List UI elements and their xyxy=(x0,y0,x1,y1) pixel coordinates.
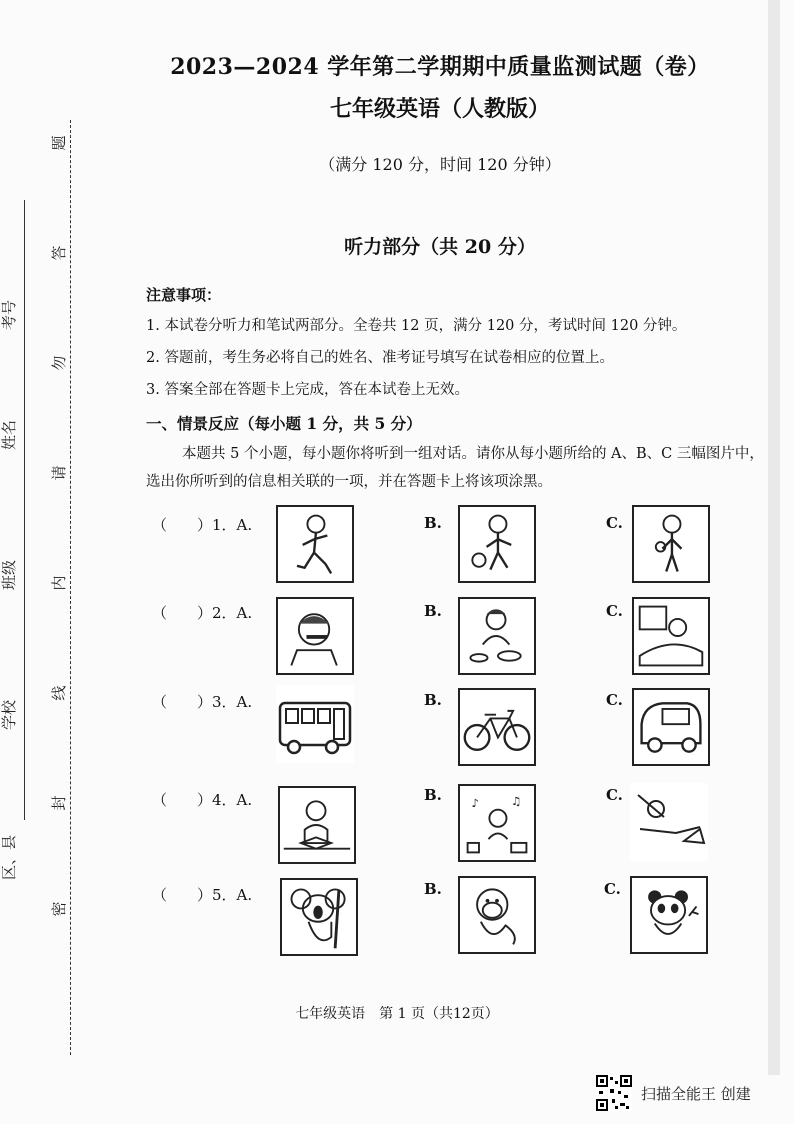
page-footer: 七年级英语 第 1 页（共12页） xyxy=(295,1006,499,1022)
question-5-option-c: C. xyxy=(604,880,621,898)
question-3-option-b: B. xyxy=(424,691,442,709)
field-exam-number: 考号 xyxy=(0,299,18,330)
exam-meta: （满分 120 分，时间 120 分钟） xyxy=(319,155,561,174)
scanner-watermark: 扫描全能王 创建 xyxy=(641,1085,751,1103)
note-2: 2. 答题前，考生务必将自己的姓名、准考证号填写在试卷相应的位置上。 xyxy=(146,350,614,366)
laptop-boy-icon xyxy=(630,783,708,861)
bicycle-icon xyxy=(458,688,536,766)
scan-edge xyxy=(768,0,780,1075)
question-4-label: （ ）4．A. xyxy=(152,791,253,809)
exam-subtitle: 七年级英语（人教版） xyxy=(329,96,550,122)
seal-char-4: 请 xyxy=(50,465,68,481)
part1-instructions: 本题共 5 个小题，每小题你将听到一组对话。请你从每小题所给的 A、B、C 三幅图片中，选出你所听到的信息相关联的一项，并在答题卡上将该项涂黑。 xyxy=(146,446,764,490)
section-title: 听力部分（共 20 分） xyxy=(344,236,536,258)
seal-char-2: 答 xyxy=(50,245,68,261)
question-1-option-c: C. xyxy=(606,514,623,532)
question-2-option-b: B. xyxy=(424,602,442,620)
question-2-option-c: C. xyxy=(606,602,623,620)
seal-char-8: 密 xyxy=(50,901,68,917)
seal-char-3: 勿 xyxy=(50,355,68,371)
seal-char-6: 线 xyxy=(50,685,68,701)
field-name: 姓名 xyxy=(0,419,18,450)
reading-girl-icon xyxy=(278,786,356,864)
note-1: 1. 本试卷分听力和笔试两部分。全卷共 12 页，满分 120 分，考试时间 120 分钟。 xyxy=(146,318,687,334)
soccer-boy-icon xyxy=(458,505,536,583)
question-2-label: （ ）2．A. xyxy=(152,604,253,622)
qr-code-icon xyxy=(596,1075,632,1111)
svg-text:♪: ♪ xyxy=(471,795,479,810)
question-3-label: （ ）3．A. xyxy=(152,693,253,711)
car-icon xyxy=(632,688,710,766)
question-1-label: （ ）1．A. xyxy=(152,516,253,534)
notes-title: 注意事项： xyxy=(146,286,222,304)
seal-char-5: 内 xyxy=(50,575,68,591)
binding-line-inner xyxy=(70,120,71,1055)
question-4-option-c: C. xyxy=(606,786,623,804)
brushing-teeth-icon xyxy=(276,597,354,675)
koala-icon xyxy=(280,878,358,956)
question-4-option-b: B. xyxy=(424,786,442,804)
part1-title: 一、情景反应（每小题 1 分，共 5 分） xyxy=(146,414,422,433)
eating-breakfast-icon xyxy=(458,597,536,675)
field-district: 区、县 xyxy=(0,834,18,880)
sleeping-in-bed-icon xyxy=(632,597,710,675)
running-boy-icon xyxy=(276,505,354,583)
question-5-option-b: B. xyxy=(424,880,442,898)
seal-char-1: 题 xyxy=(50,135,68,151)
exam-title: 2023—2024 学年第二学期期中质量监测试题（卷） xyxy=(170,54,710,80)
question-5-label: （ ）5．A. xyxy=(152,886,253,904)
binding-line-outer xyxy=(24,200,25,820)
field-class: 班级 xyxy=(0,559,18,590)
note-3: 3. 答案全部在答题卡上完成，答在本试卷上无效。 xyxy=(146,382,469,398)
question-3-option-c: C. xyxy=(606,691,623,709)
monkey-icon xyxy=(458,876,536,954)
music-girl-icon xyxy=(458,784,536,862)
seal-char-7: 封 xyxy=(50,795,68,811)
walking-boy-icon xyxy=(632,505,710,583)
bus-icon xyxy=(276,685,354,763)
question-1-option-b: B. xyxy=(424,514,442,532)
svg-text:♫: ♫ xyxy=(511,793,522,808)
field-school: 学校 xyxy=(0,699,18,730)
panda-icon xyxy=(630,876,708,954)
